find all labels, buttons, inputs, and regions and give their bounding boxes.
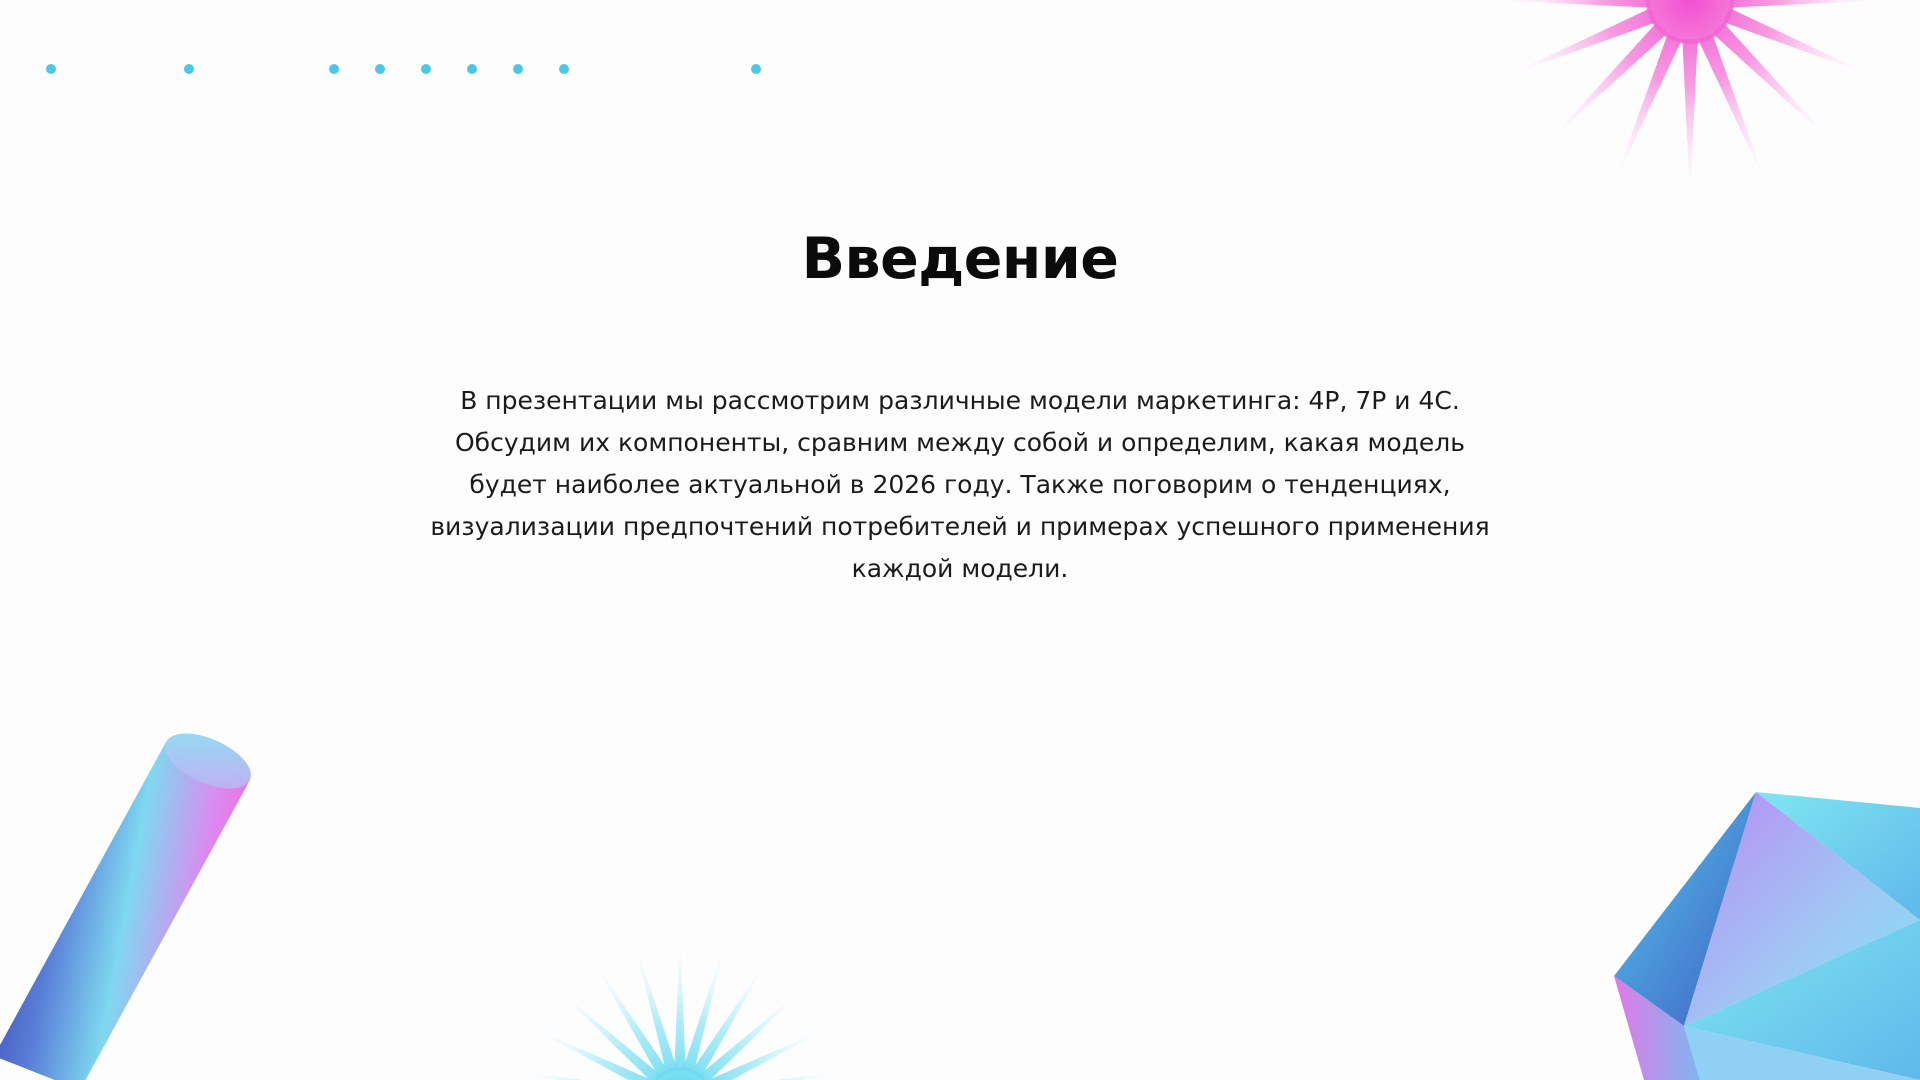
starburst-ray (1549, 22, 1668, 141)
dot (559, 64, 569, 74)
dot (467, 64, 477, 74)
dot (421, 64, 431, 74)
cyan-starburst-decoration (520, 930, 840, 1080)
starburst-ray (1614, 33, 1683, 184)
starburst-ray (1682, 39, 1697, 200)
gradient-cylinder-decoration (0, 720, 270, 1080)
dot (375, 64, 385, 74)
starburst-ray (1712, 22, 1831, 141)
starburst-ray (1490, 0, 1651, 8)
dot (751, 64, 761, 74)
starburst-ray (1698, 33, 1767, 184)
dot-row-decoration (0, 0, 800, 120)
magenta-starburst-decoration (1480, 0, 1900, 200)
slide-body-text: В презентации мы рассмотрим различные модели маркетинга: 4P, 7P и 4C. Обсудим их компоненты, сравним между собой и определим, какая модель будет наиболее актуальной в 2026 году. Также поговорим о тенденциях, визуализации предпочтений потребителей и примерах успешного применения каждой модели. (430, 386, 1490, 583)
slide-title: Введение (801, 226, 1119, 292)
dot (184, 64, 194, 74)
dot (46, 64, 56, 74)
starburst-ray (1505, 8, 1656, 77)
starburst-ray (674, 930, 685, 1071)
dot (513, 64, 523, 74)
starburst-ray (1723, 8, 1874, 77)
gradient-crystal-decoration (1600, 780, 1920, 1080)
starburst-ray (1729, 0, 1890, 8)
dot (329, 64, 339, 74)
